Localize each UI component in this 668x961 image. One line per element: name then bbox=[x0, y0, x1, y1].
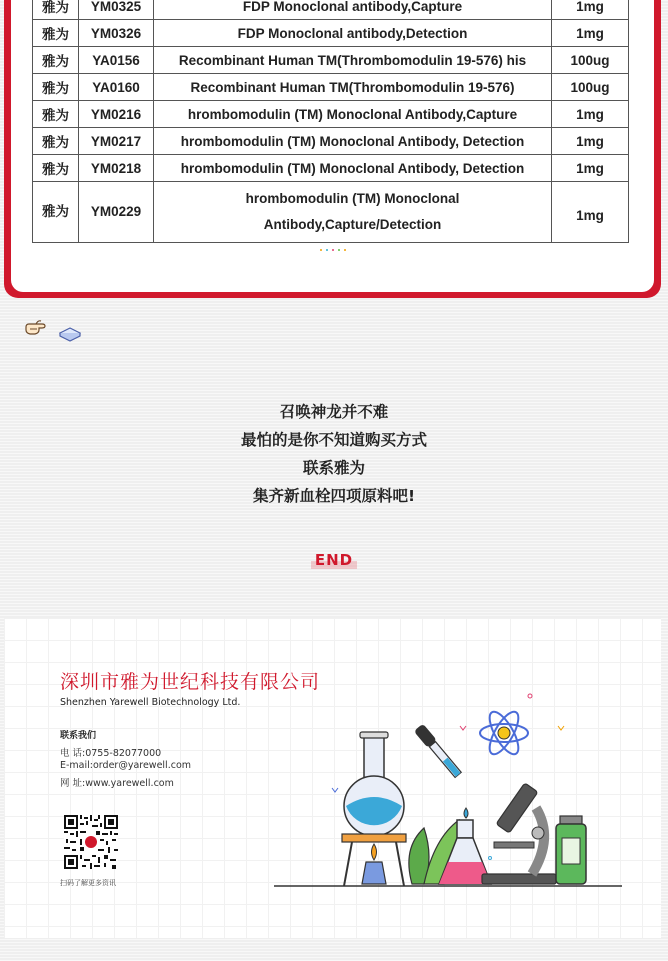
code-cell: YM0216 bbox=[79, 101, 154, 128]
brand-cell: 雅为 bbox=[33, 128, 79, 155]
size-cell: 1mg bbox=[552, 101, 629, 128]
product-name-cell: Recombinant Human TM(Thrombomodulin 19-576) bbox=[154, 74, 552, 101]
brand-cell: 雅为 bbox=[33, 47, 79, 74]
product-name-cell: FDP Monoclonal antibody,Detection bbox=[154, 20, 552, 47]
code-cell: YM0218 bbox=[79, 155, 154, 182]
table-row bbox=[33, 128, 629, 155]
table-row bbox=[33, 20, 629, 47]
brand-cell: 雅为 bbox=[33, 182, 79, 243]
pointing-hand-icon bbox=[24, 318, 56, 340]
code-cell: YA0160 bbox=[79, 74, 154, 101]
table-row bbox=[33, 101, 629, 128]
product-card bbox=[4, 0, 661, 298]
company-card bbox=[4, 618, 661, 938]
product-name-cell: hrombomodulin (TM) Monoclonal Antibody, Detection bbox=[154, 128, 552, 155]
phone-line: 电 话:0755-82077000 bbox=[60, 748, 162, 759]
dropper-icon bbox=[414, 724, 463, 779]
table-row bbox=[33, 47, 629, 74]
size-cell: 100ug bbox=[552, 47, 629, 74]
table-row bbox=[33, 74, 629, 101]
slogan-line: 最怕的是你不知道购买方式 bbox=[240, 431, 427, 449]
product-table bbox=[32, 0, 629, 243]
brand-cell: 雅为 bbox=[33, 101, 79, 128]
size-cell: 1mg bbox=[552, 20, 629, 47]
website-line: 网 址:www.yarewell.com bbox=[60, 778, 174, 789]
slogan-line: 集齐新血栓四项原料吧! bbox=[252, 487, 416, 505]
round-flask-icon bbox=[342, 732, 406, 886]
qr-code-icon[interactable] bbox=[64, 815, 118, 869]
end-marker bbox=[0, 551, 668, 570]
product-name-line: Antibody,Capture/Detection bbox=[263, 217, 442, 232]
code-cell: YM0229 bbox=[79, 182, 154, 243]
code-cell: YM0325 bbox=[79, 0, 154, 20]
brand-cell: 雅为 bbox=[33, 74, 79, 101]
product-name-cell: hrombomodulin (TM) Monoclonal Antibody, Detection bbox=[154, 155, 552, 182]
atom-icon bbox=[480, 708, 528, 759]
size-cell: 1mg bbox=[552, 128, 629, 155]
size-cell: 100ug bbox=[552, 74, 629, 101]
slogan-block bbox=[0, 398, 668, 510]
slogan-line: 召唤神龙并不难 bbox=[279, 403, 389, 421]
size-cell: 1mg bbox=[552, 0, 629, 20]
email-line: E-mail:order@yarewell.com bbox=[60, 760, 192, 771]
microscope-icon bbox=[482, 783, 556, 884]
lab-illustration-icon bbox=[274, 688, 629, 893]
product-name-line: hrombomodulin (TM) Monoclonal bbox=[245, 191, 460, 206]
code-cell: YM0326 bbox=[79, 20, 154, 47]
qr-caption: 扫码了解更多资讯 bbox=[60, 879, 116, 887]
table-row bbox=[33, 182, 629, 243]
bottle-icon bbox=[556, 816, 586, 884]
product-name-cell: hrombomodulin (TM) Monoclonal Antibody,Capture bbox=[154, 101, 552, 128]
product-name-cell: Recombinant Human TM(Thrombomodulin 19-576) his bbox=[154, 47, 552, 74]
slogan-line: 联系雅为 bbox=[302, 459, 365, 477]
end-label: END bbox=[314, 551, 354, 569]
decorative-dots bbox=[11, 242, 654, 254]
product-name-cell bbox=[154, 182, 552, 243]
company-cn-name: 深圳市雅为世纪科技有限公司 bbox=[60, 671, 321, 693]
code-cell: YM0217 bbox=[79, 128, 154, 155]
table-row bbox=[33, 155, 629, 182]
code-cell: YA0156 bbox=[79, 47, 154, 74]
book-icon bbox=[59, 325, 81, 343]
brand-cell: 雅为 bbox=[33, 20, 79, 47]
size-cell: 1mg bbox=[552, 155, 629, 182]
size-cell: 1mg bbox=[552, 182, 629, 243]
brand-cell: 雅为 bbox=[33, 155, 79, 182]
brand-cell: 雅为 bbox=[33, 0, 79, 20]
product-name-cell: FDP Monoclonal antibody,Capture bbox=[154, 0, 552, 20]
table-row bbox=[33, 0, 629, 20]
product-card-inner bbox=[11, 0, 654, 292]
company-en-name: Shenzhen Yarewell Biotechnology Ltd. bbox=[60, 697, 241, 708]
contact-title: 联系我们 bbox=[60, 731, 97, 741]
